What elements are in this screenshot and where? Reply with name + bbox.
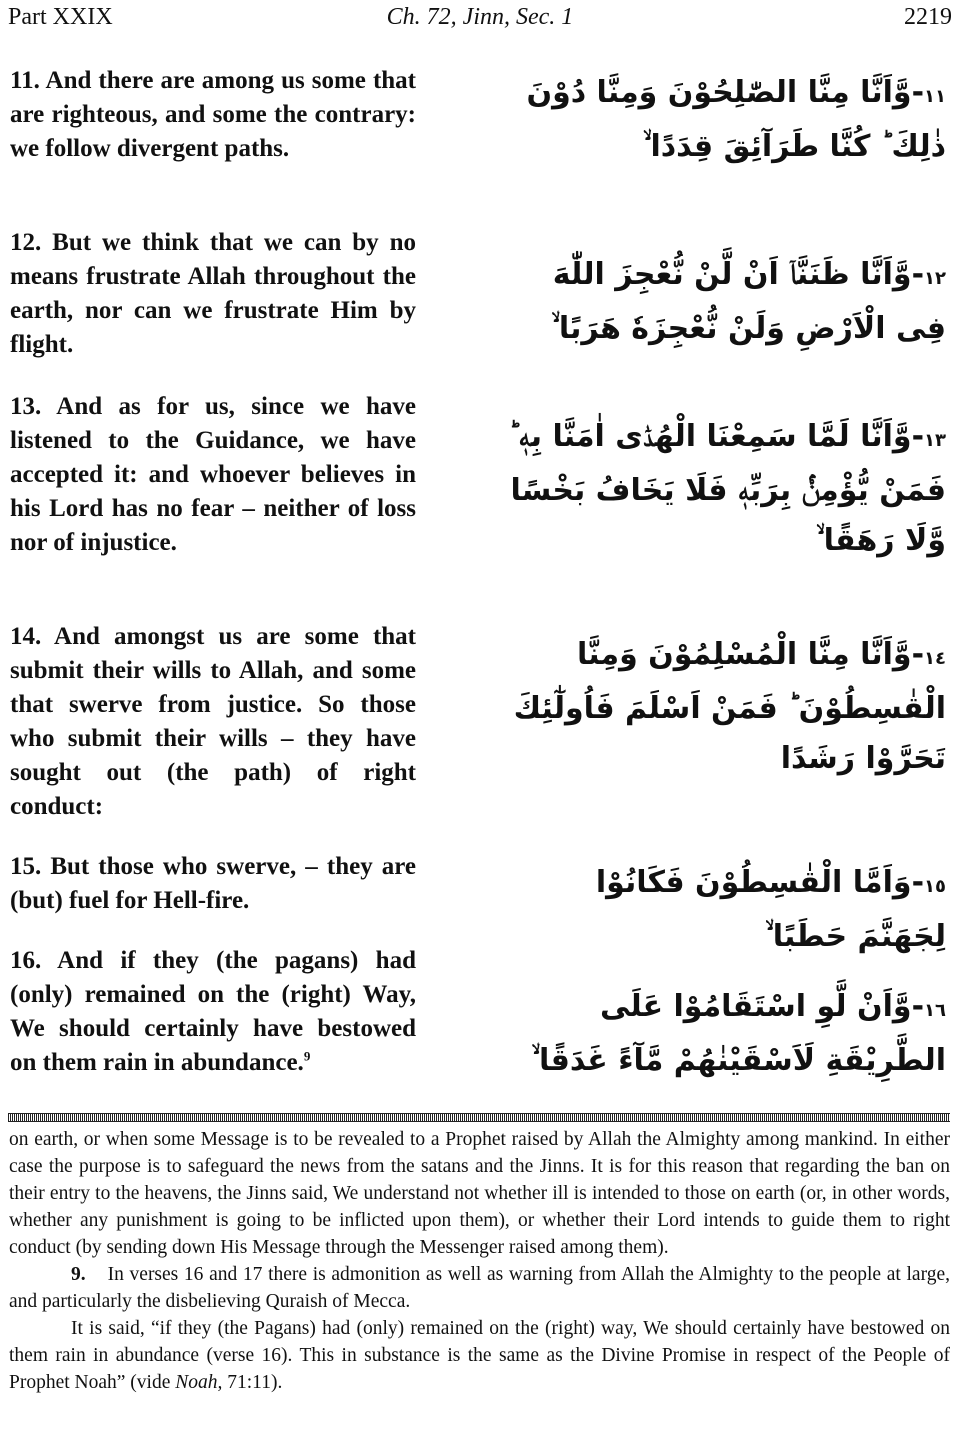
- footnotes: [9, 1126, 950, 1396]
- verse-12-number: ١٢: [924, 268, 946, 289]
- verse-14-arabic-text: وَّاَنَّا مِنَّا الْمُسْلِمُوْنَ وَمِنَّا الْقٰسِطُوْنَ ؕ فَمَنْ اَسْلَمَ فَاُولٰٓئِكَ تَحَرَّوْا رَشَدًا: [513, 637, 946, 776]
- verse-15-arabic-text: وَاَمَّا الْقٰسِطُوْنَ فَكَانُوْا لِجَهَنَّمَ حَطَبًا ۙ: [595, 865, 946, 954]
- part-label: Part XXIX: [8, 4, 113, 30]
- verse-13-number: ١٣: [924, 430, 946, 451]
- verse-12-arabic: ١٢-وَّاَنَّا ظَنَنَّاۤ اَنْ لَّنْ نُّعْجِزَ اللّٰهَ فِى الْاَرْضِ وَلَنْ نُّعْجِزَهٗ هَرَبًا ۙ: [551, 257, 946, 346]
- note-paragraph-1: on earth, or when some Message is to be revealed to a Prophet raised by Allah the Almighty among mankind. In either case the purpose is to safeguard the news from the satans and the Jinns. It is for this reason that regarding the ban on their entry to the heavens, the Jinns said, We understand not whether ill is intended to those on earth (or, in other words, whether any punishment is going to be inflicted upon them), or whether their Lord intends to guide them to right conduct (by sending down His Message through the Messenger raised among them).: [9, 1129, 950, 1258]
- chapter-title: Ch. 72, Jinn, Sec. 1: [386, 4, 574, 30]
- note-paragraph-2: [9, 1261, 950, 1315]
- verse-11-number: ١١: [924, 86, 946, 107]
- verse-16-arabic: ١٦-وَّاَنْ لَّوِ اسْتَقَامُوْا عَلَى الطَّرِيْقَةِ لَاَسْقَيْنٰهُمْ مَّآءً غَدَقًا ۙ: [531, 989, 946, 1078]
- verse-15-arabic: ١٥-وَاَمَّا الْقٰسِطُوْنَ فَكَانُوْا لِجَهَنَّمَ حَطَبًا ۙ: [595, 865, 946, 954]
- verse-14-english: 14. And amongst us are some that submit their wills to Allah, and some that swerve from justice. So those who submit their wills – they have sought out (the path) of right conduct:: [10, 623, 416, 820]
- note-paragraph-3: [9, 1315, 950, 1396]
- page-header: [8, 4, 952, 34]
- footnote-number: 9.: [71, 1264, 86, 1285]
- verse-16-arabic-text: وَّاَنْ لَّوِ اسْتَقَامُوْا عَلَى الطَّرِيْقَةِ لَاَسْقَيْنٰهُمْ مَّآءً غَدَقًا ۙ: [531, 989, 946, 1078]
- verse-13-arabic: ١٣-وَّاَنَّا لَمَّا سَمِعْنَا الْهُدٰۤى اٰمَنَّا بِهٖ ؕ فَمَنْ يُّؤْمِنْۢ بِرَبِّهٖ فَلَا يَخَافُ بَخْسًا وَّلَا رَهَقًا ۙ: [508, 419, 946, 558]
- verse-11-arabic-text: وَّاَنَّا مِنَّا الصّٰلِحُوْنَ وَمِنَّا دُوْنَ ذٰلِكَ ؕ كُنَّا طَرَآئِقَ قِدَدًا ۙ: [526, 75, 946, 164]
- note-paragraph-3-text: It is said, “if they (the Pagans) had (only) remained on the (right) way, We should certainly have bestowed on them rain in abundance (verse 16). This in substance is the same as the Divine Promise in respect of the People of Prophet Noah” (vide: [9, 1318, 950, 1393]
- note-paragraph-3-italic: Noah,: [175, 1372, 223, 1393]
- note-paragraph-2-text: In verses 16 and 17 there is admonition as well as warning from Allah the Almighty to the people at large, and particularly the disbelieving Quraish of Mecca.: [9, 1264, 950, 1312]
- verse-16-number: ١٦: [924, 1000, 946, 1021]
- verse-13-arabic-text: وَّاَنَّا لَمَّا سَمِعْنَا الْهُدٰۤى اٰمَنَّا بِهٖ ؕ فَمَنْ يُّؤْمِنْۢ بِرَبِّهٖ فَلَا يَخَافُ بَخْسًا وَّلَا رَهَقًا ۙ: [508, 419, 946, 558]
- note-paragraph-3-end: 71:11).: [222, 1372, 283, 1393]
- verse-15-number: ١٥: [924, 876, 946, 897]
- page-number: 2219: [904, 4, 952, 30]
- verse-13-english: 13. And as for us, since we have listened to the Guidance, we have accepted it: and whoever believes in his Lord has no fear – neither of loss nor of injustice.: [10, 393, 416, 556]
- verse-11-arabic: ١١-وَّاَنَّا مِنَّا الصّٰلِحُوْنَ وَمِنَّا دُوْنَ ذٰلِكَ ؕ كُنَّا طَرَآئِقَ قِدَدًا ۙ: [526, 75, 946, 164]
- footnote-ref-9: 9: [303, 1048, 311, 1064]
- verse-11-english: 11. And there are among us some that are righteous, and some the contrary: we follow divergent paths.: [10, 67, 416, 162]
- verse-14-number: ١٤: [924, 648, 946, 669]
- verse-12-english: 12. But we think that we can by no means frustrate Allah throughout the earth, nor can we frustrate Him by flight.: [10, 229, 416, 358]
- verse-16-english-text: 16. And if they (the pagans) had (only) remained on the (right) Way, We should certainly have bestowed on them rain in abundance.: [10, 947, 416, 1076]
- verse-15-english: 15. But those who swerve, – they are (but) fuel for Hell-fire.: [10, 853, 416, 914]
- verse-16-english: [10, 944, 416, 1080]
- footnote-divider: [8, 1113, 950, 1122]
- verse-14-arabic: ١٤-وَّاَنَّا مِنَّا الْمُسْلِمُوْنَ وَمِنَّا الْقٰسِطُوْنَ ؕ فَمَنْ اَسْلَمَ فَاُولٰٓئِكَ تَحَرَّوْا رَشَدًا: [513, 637, 946, 776]
- verse-12-arabic-text: وَّاَنَّا ظَنَنَّاۤ اَنْ لَّنْ نُّعْجِزَ اللّٰهَ فِى الْاَرْضِ وَلَنْ نُّعْجِزَهٗ هَرَبًا ۙ: [551, 257, 946, 346]
